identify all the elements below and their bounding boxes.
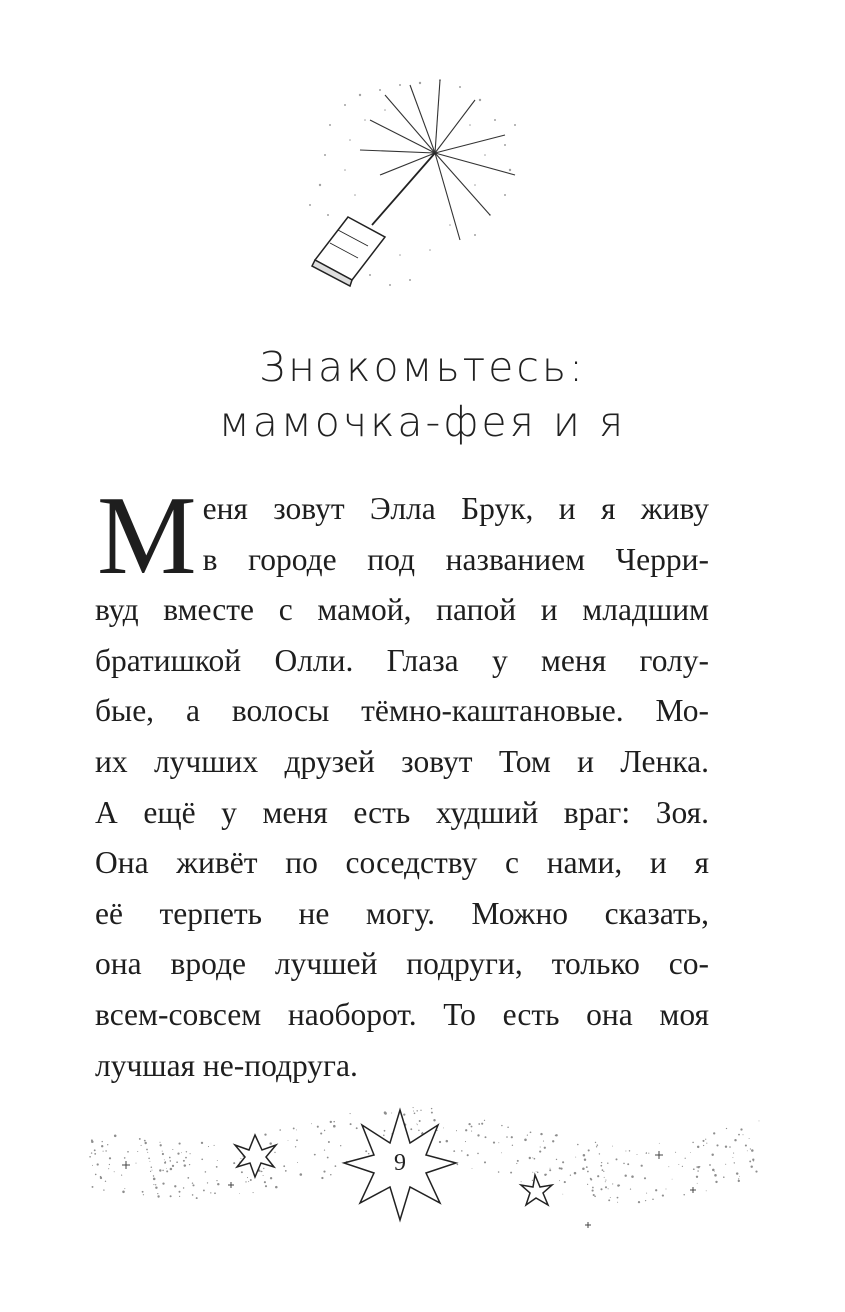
body-line: бые, а волосы тёмно-каштановые. Мо- [95, 693, 709, 729]
body-line: братишкой Олли. Глаза у меня голу- [95, 642, 709, 678]
chapter-title-line-2: мамочка-фея и я [218, 398, 627, 446]
star-icon [521, 1175, 552, 1205]
body-line: вуд вместе с мамой, папой и младшим [95, 592, 709, 628]
body-line: их лучших друзей зовут Том и Ленка. [95, 743, 709, 779]
body-line: лучшая не-подруга. [95, 1047, 358, 1083]
body-line: Она живёт по соседству с нами, и я [95, 845, 709, 881]
body-line: А ещё у меня есть худший враг: Зоя. [95, 794, 709, 830]
body-line: её терпеть не могу. Можно сказать, [95, 895, 709, 931]
star-icon [235, 1135, 276, 1177]
wand [312, 153, 435, 286]
magic-wand-illustration [290, 65, 540, 310]
drop-cap: М [97, 474, 197, 598]
sparkle-rays [360, 80, 515, 240]
chapter-title-line-1: Знакомьтесь: [259, 343, 586, 391]
page-number: 9 [394, 1150, 406, 1176]
body-line: она вроде лучшей подруги, только со- [95, 946, 709, 982]
body-line: всем-совсем наоборот. То есть она моя [95, 996, 709, 1032]
body-line: еня зовут Элла Брук, и я живу [202, 491, 709, 526]
chapter-body [95, 474, 709, 1091]
body-line: в городе под названием Черри- [202, 541, 709, 577]
